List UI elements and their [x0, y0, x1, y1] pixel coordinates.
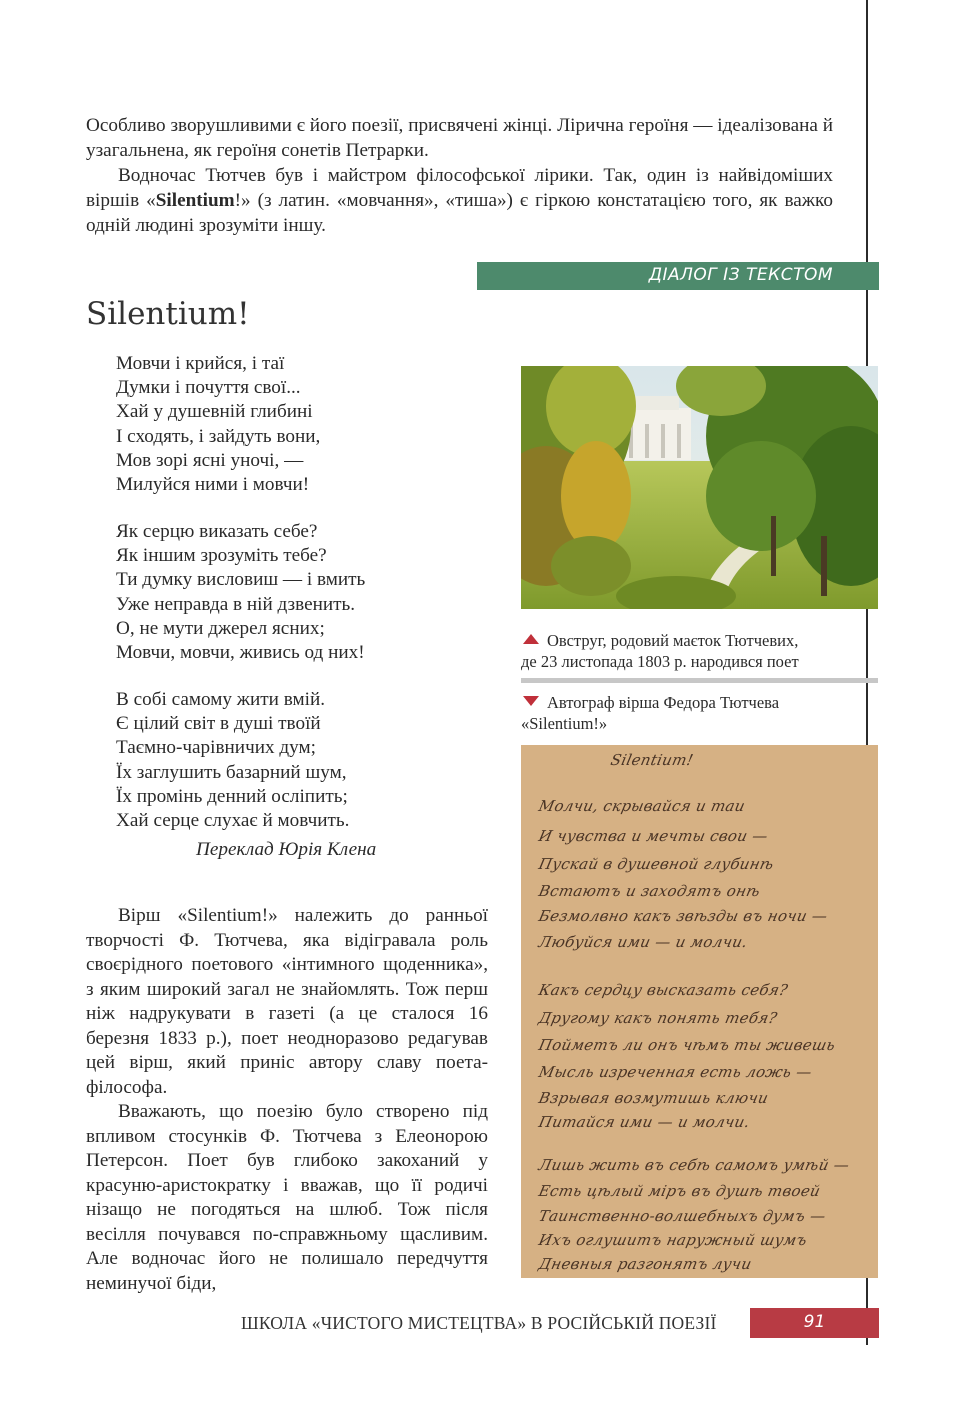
poem-line: О, не мути джерел ясних;	[116, 617, 325, 639]
intro-paragraph-2: Водночас Тютчев був і майстром філософської лірики. Так, один із найвідоміших віршів «Silentium!» (з латин. «мовчання», «тиша») є гіркою констатацією того, як важко одній людині зрозуміти іншу.	[86, 165, 833, 236]
commentary-paragraph-2: Вважають, що поезію було створено під впливом стосунків Ф. Тютчева з Елеонорою Петерсон. Поет був глибоко закоханий у красуню-аристократку і вважав, що її родичі нізащо не погодяться на шлюб. Тож після весілля почувався по-справжньому щасливим. Але водночас його не полишало передчуття неминучої біди,	[86, 1101, 488, 1294]
manuscript-line: Мысль изреченная есть ложь —	[537, 1063, 814, 1081]
poem-line: Ти думку висловиш — і вмить	[116, 569, 366, 591]
manuscript-caption: Автограф вірша Федора Тютчева	[521, 692, 779, 713]
manuscript-line: Пойметъ ли онъ чѣмъ ты живешь	[537, 1036, 838, 1054]
poem-title: Silentium!	[86, 296, 250, 332]
manuscript-line: И чувства и мечты свои —	[537, 827, 770, 845]
poem-line: Мовчи і крийся, і таї	[116, 353, 285, 374]
manuscript-line: Взрывая возмутишь ключи	[537, 1089, 771, 1107]
manuscript-line: Другому какъ понять тебя?	[537, 1009, 779, 1027]
manuscript-line: Лишь жить въ себѣ самомъ умѣй —	[537, 1156, 852, 1174]
commentary-text	[86, 904, 488, 1296]
manuscript-caption-line-2: «Silentium!»	[521, 714, 608, 733]
caption-divider	[521, 678, 878, 683]
poem-line: І сходять, і зайдуть вони,	[116, 425, 321, 447]
estate-photo-illustration	[521, 366, 878, 609]
manuscript-line: Дневныя разгонятъ лучи	[537, 1255, 754, 1273]
manuscript-line: Встаютъ и заходятъ онѣ	[537, 882, 762, 900]
poem-line: Мовчи, мовчи, живись од них!	[116, 642, 365, 664]
silentium-bold: Silentium	[155, 190, 235, 211]
poem-stanza-2	[116, 520, 496, 665]
manuscript-line: Какъ сердцу высказать себя?	[537, 981, 790, 999]
manuscript-line: Безмолвно какъ звѣзды въ ночи —	[537, 907, 830, 925]
estate-photo	[521, 366, 878, 609]
manuscript-line: Питайся ими — и молчи.	[537, 1113, 752, 1131]
poem-line: Їх заглушить базарний шум,	[116, 761, 347, 783]
manuscript-line: Есть цѣлый міръ въ душѣ твоей	[537, 1182, 823, 1200]
manuscript-line: Молчи, скрывайся и таи	[537, 797, 747, 815]
poem-line: В собі самому жити вмій.	[116, 689, 326, 710]
poem-stanza-3	[116, 688, 496, 833]
photo-caption-line-2: де 23 листопада 1803 р. народився поет	[521, 652, 799, 671]
commentary-paragraph-1: Вірш «Silentium!» належить до ранньої творчості Ф. Тютчева, яка відігравала роль своєрідного поетового «інтимного щоденника», з яким широкий загал не знайомлять. Тож перш ніж надрукувати в газеті (а це сталося 16 березня 1833 р.), поет неодноразово редагував цей вірш, який приніс автору славу поета-філософа.	[86, 905, 488, 1098]
manuscript-line: Любуйся ими — и молчи.	[537, 933, 750, 951]
section-banner-label: ДІАЛОГ ІЗ ТЕКСТОМ	[648, 265, 833, 285]
poem-line: Є цілий світ в душі твоїй	[116, 713, 321, 735]
poem-line: Їх промінь денний осліпить;	[116, 785, 348, 807]
poem-line: Хай серце слухає й мовчить.	[116, 810, 350, 832]
poem-line: Уже неправда в ній дзвенить.	[116, 593, 356, 615]
poem-line: Мов зорі ясні уночі, —	[116, 449, 304, 471]
intro-text	[86, 113, 833, 238]
intro-paragraph-1: Особливо зворушливими є його поезії, присвячені жінці. Лірична героїня — ідеалізована й узагальнена, як героїня сонетів Петрарки.	[86, 115, 833, 161]
poem-stanza-1	[116, 352, 496, 497]
manuscript-line: Таинственно-волшебныхъ думъ —	[537, 1207, 828, 1225]
translator-credit: Переклад Юрія Клена	[196, 839, 377, 860]
poem-line: Хай у душевній глибині	[116, 401, 313, 423]
triangle-down-icon	[523, 696, 539, 706]
running-title: ШКОЛА «ЧИСТОГО МИСТЕЦТВА» В РОСІЙСЬКІЙ ПОЕЗІЇ	[241, 1313, 717, 1333]
photo-caption: Овструг, родовий маєток Тютчевих,	[521, 630, 798, 651]
poem-line: Таємно-чарівничих дум;	[116, 737, 316, 759]
manuscript-line: Ихъ оглушитъ наружный шумъ	[537, 1231, 809, 1249]
poem-line: Як серцю виказать себе?	[116, 521, 318, 542]
poem-line: Як іншим зрозуміть тебе?	[116, 545, 327, 567]
manuscript-image	[521, 745, 878, 1278]
manuscript-line: Пускай в душевной глубинѣ	[537, 855, 776, 873]
page-number: 91	[803, 1312, 826, 1332]
poem-line: Думки і почуття свої...	[116, 377, 301, 399]
manuscript-line: Silentium!	[609, 751, 696, 769]
page-number-box	[750, 1308, 879, 1338]
poem-line: Милуйся ними і мовчи!	[116, 474, 310, 496]
triangle-up-icon	[523, 634, 539, 644]
section-banner	[477, 262, 879, 290]
